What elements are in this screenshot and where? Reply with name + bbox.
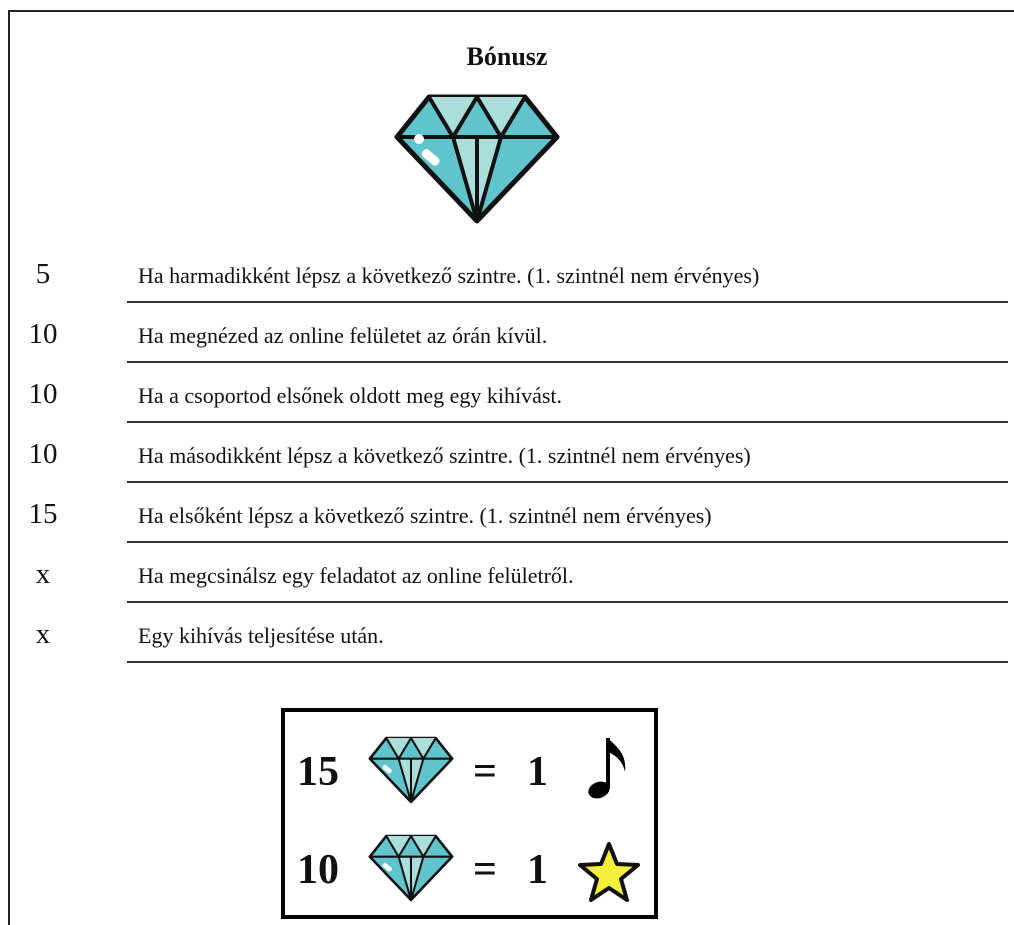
equals-sign: = xyxy=(473,847,497,893)
equals-sign: = xyxy=(473,749,497,795)
bonus-description: Ha harmadikként lépsz a következő szintre. (1. szintnél nem érvényes) xyxy=(138,263,760,288)
divider xyxy=(127,481,1008,483)
list-item xyxy=(0,366,1014,426)
divider xyxy=(127,421,1008,423)
bonus-description: Ha másodikként lépsz a következő szintre. (1. szintnél nem érvényes) xyxy=(138,443,751,468)
divider xyxy=(127,661,1008,663)
list-item xyxy=(0,606,1014,666)
bonus-points: 10 xyxy=(28,438,58,470)
exchange-amount: 10 xyxy=(297,847,339,893)
bonus-description: Ha megcsinálsz egy feladatot az online felületről. xyxy=(138,563,574,588)
list-item xyxy=(0,426,1014,486)
bonus-description: Ha elsőként lépsz a következő szintre. (1. szintnél nem érvényes) xyxy=(138,503,712,528)
list-item xyxy=(0,486,1014,546)
list-item xyxy=(0,306,1014,366)
bonus-points: 10 xyxy=(28,378,58,410)
exchange-box xyxy=(281,708,658,919)
music-note-icon xyxy=(585,732,633,804)
bonus-points: 5 xyxy=(35,258,51,290)
bonus-points: 10 xyxy=(28,318,58,350)
star-icon xyxy=(575,840,643,906)
divider xyxy=(127,541,1008,543)
diamond-icon xyxy=(367,834,455,902)
bonus-description: Ha a csoportod elsőnek oldott meg egy kihívást. xyxy=(138,383,563,408)
list-item xyxy=(0,246,1014,306)
bonus-points: 15 xyxy=(28,498,58,530)
exchange-result: 1 xyxy=(527,847,548,893)
diamond-icon xyxy=(393,93,561,225)
divider xyxy=(127,361,1008,363)
bonus-description: Egy kihívás teljesítése után. xyxy=(138,623,384,648)
page-title: Bónusz xyxy=(466,42,548,71)
exchange-amount: 15 xyxy=(297,749,339,795)
diamond-icon xyxy=(367,736,455,804)
divider xyxy=(127,601,1008,603)
divider xyxy=(127,301,1008,303)
exchange-result: 1 xyxy=(527,749,548,795)
bonus-points: x xyxy=(35,558,51,590)
list-item xyxy=(0,546,1014,606)
bonus-description: Ha megnézed az online felületet az órán kívül. xyxy=(138,323,548,348)
bonus-points: x xyxy=(35,618,51,650)
